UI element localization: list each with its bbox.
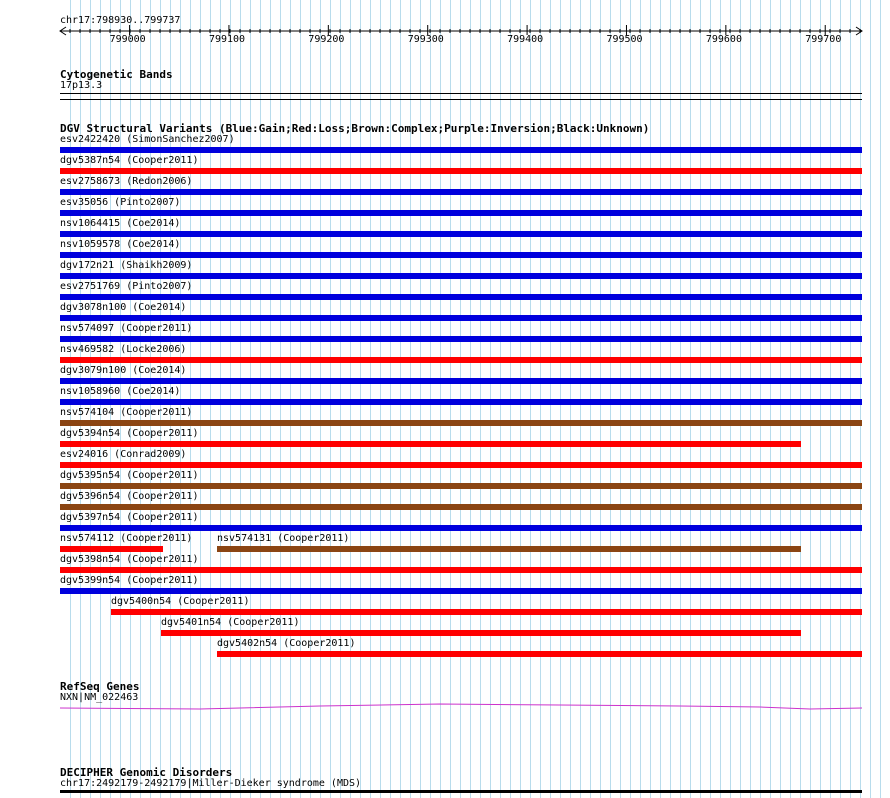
ruler-tick-label: 799200: [308, 34, 345, 45]
ruler-tick-label: 799300: [407, 34, 444, 45]
variant-label[interactable]: esv2422420 (SimonSanchez2007): [60, 134, 235, 145]
variant-label[interactable]: dgv5395n54 (Cooper2011): [60, 470, 199, 481]
variant-label[interactable]: nsv1058960 (Coe2014): [60, 386, 181, 397]
variant-label[interactable]: dgv5394n54 (Cooper2011): [60, 428, 199, 439]
variant-label[interactable]: dgv5397n54 (Cooper2011): [60, 512, 199, 523]
variant-label[interactable]: nsv574131 (Cooper2011): [217, 533, 350, 544]
variant-label[interactable]: dgv3078n100 (Coe2014): [60, 302, 187, 313]
variant-label[interactable]: nsv574112 (Cooper2011): [60, 533, 193, 544]
ruler-tick-label: 799100: [208, 34, 246, 45]
variant-label[interactable]: esv24016 (Conrad2009): [60, 449, 187, 460]
refseq-track-title: RefSeq Genes: [60, 680, 140, 693]
cytogenetic-bands-title: Cytogenetic Bands: [60, 68, 173, 81]
variant-label[interactable]: nsv469582 (Locke2006): [60, 344, 187, 355]
ruler-tick-label: 799000: [109, 34, 146, 45]
variant-label[interactable]: nsv574097 (Cooper2011): [60, 323, 193, 334]
ruler-tick-label: 799400: [507, 34, 544, 45]
variant-label[interactable]: dgv5387n54 (Cooper2011): [60, 155, 199, 166]
variant-label[interactable]: dgv5396n54 (Cooper2011): [60, 491, 199, 502]
decipher-disorder-label[interactable]: chr17:2492179-2492179|Miller-Dieker syndrome (MDS): [60, 778, 362, 789]
variant-label[interactable]: nsv1059578 (Coe2014): [60, 239, 181, 250]
variant-label[interactable]: nsv574104 (Cooper2011): [60, 407, 193, 418]
dgv-track-title: DGV Structural Variants (Blue:Gain;Red:Loss;Brown:Complex;Purple:Inversion;Black:Unknown): [60, 122, 650, 135]
variant-label[interactable]: dgv5401n54 (Cooper2011): [161, 617, 300, 628]
cytogenetic-band-label[interactable]: 17p13.3: [60, 80, 103, 91]
ruler-range-label: chr17:798930..799737: [60, 15, 181, 26]
ruler-tick-label: 799600: [705, 34, 742, 45]
variant-label[interactable]: dgv5402n54 (Cooper2011): [217, 638, 356, 649]
variant-label[interactable]: dgv172n21 (Shaikh2009): [60, 260, 193, 271]
variant-label[interactable]: dgv5399n54 (Cooper2011): [60, 575, 199, 586]
variant-label[interactable]: esv35056 (Pinto2007): [60, 197, 181, 208]
variant-label[interactable]: dgv5398n54 (Cooper2011): [60, 554, 199, 565]
variant-label[interactable]: esv2758673 (Redon2006): [60, 176, 193, 187]
variant-label[interactable]: dgv3079n100 (Coe2014): [60, 365, 187, 376]
decipher-track-title: DECIPHER Genomic Disorders: [60, 766, 233, 779]
variant-label[interactable]: esv2751769 (Pinto2007): [60, 281, 193, 292]
decipher-disorder-bar[interactable]: [60, 790, 862, 793]
ruler-tick-label: 799700: [805, 34, 842, 45]
variant-label[interactable]: nsv1064415 (Coe2014): [60, 218, 181, 229]
variant-label[interactable]: dgv5400n54 (Cooper2011): [111, 596, 250, 607]
refseq-gene-label[interactable]: NXN|NM_022463: [60, 692, 139, 703]
ruler-tick-label: 799500: [606, 34, 643, 45]
